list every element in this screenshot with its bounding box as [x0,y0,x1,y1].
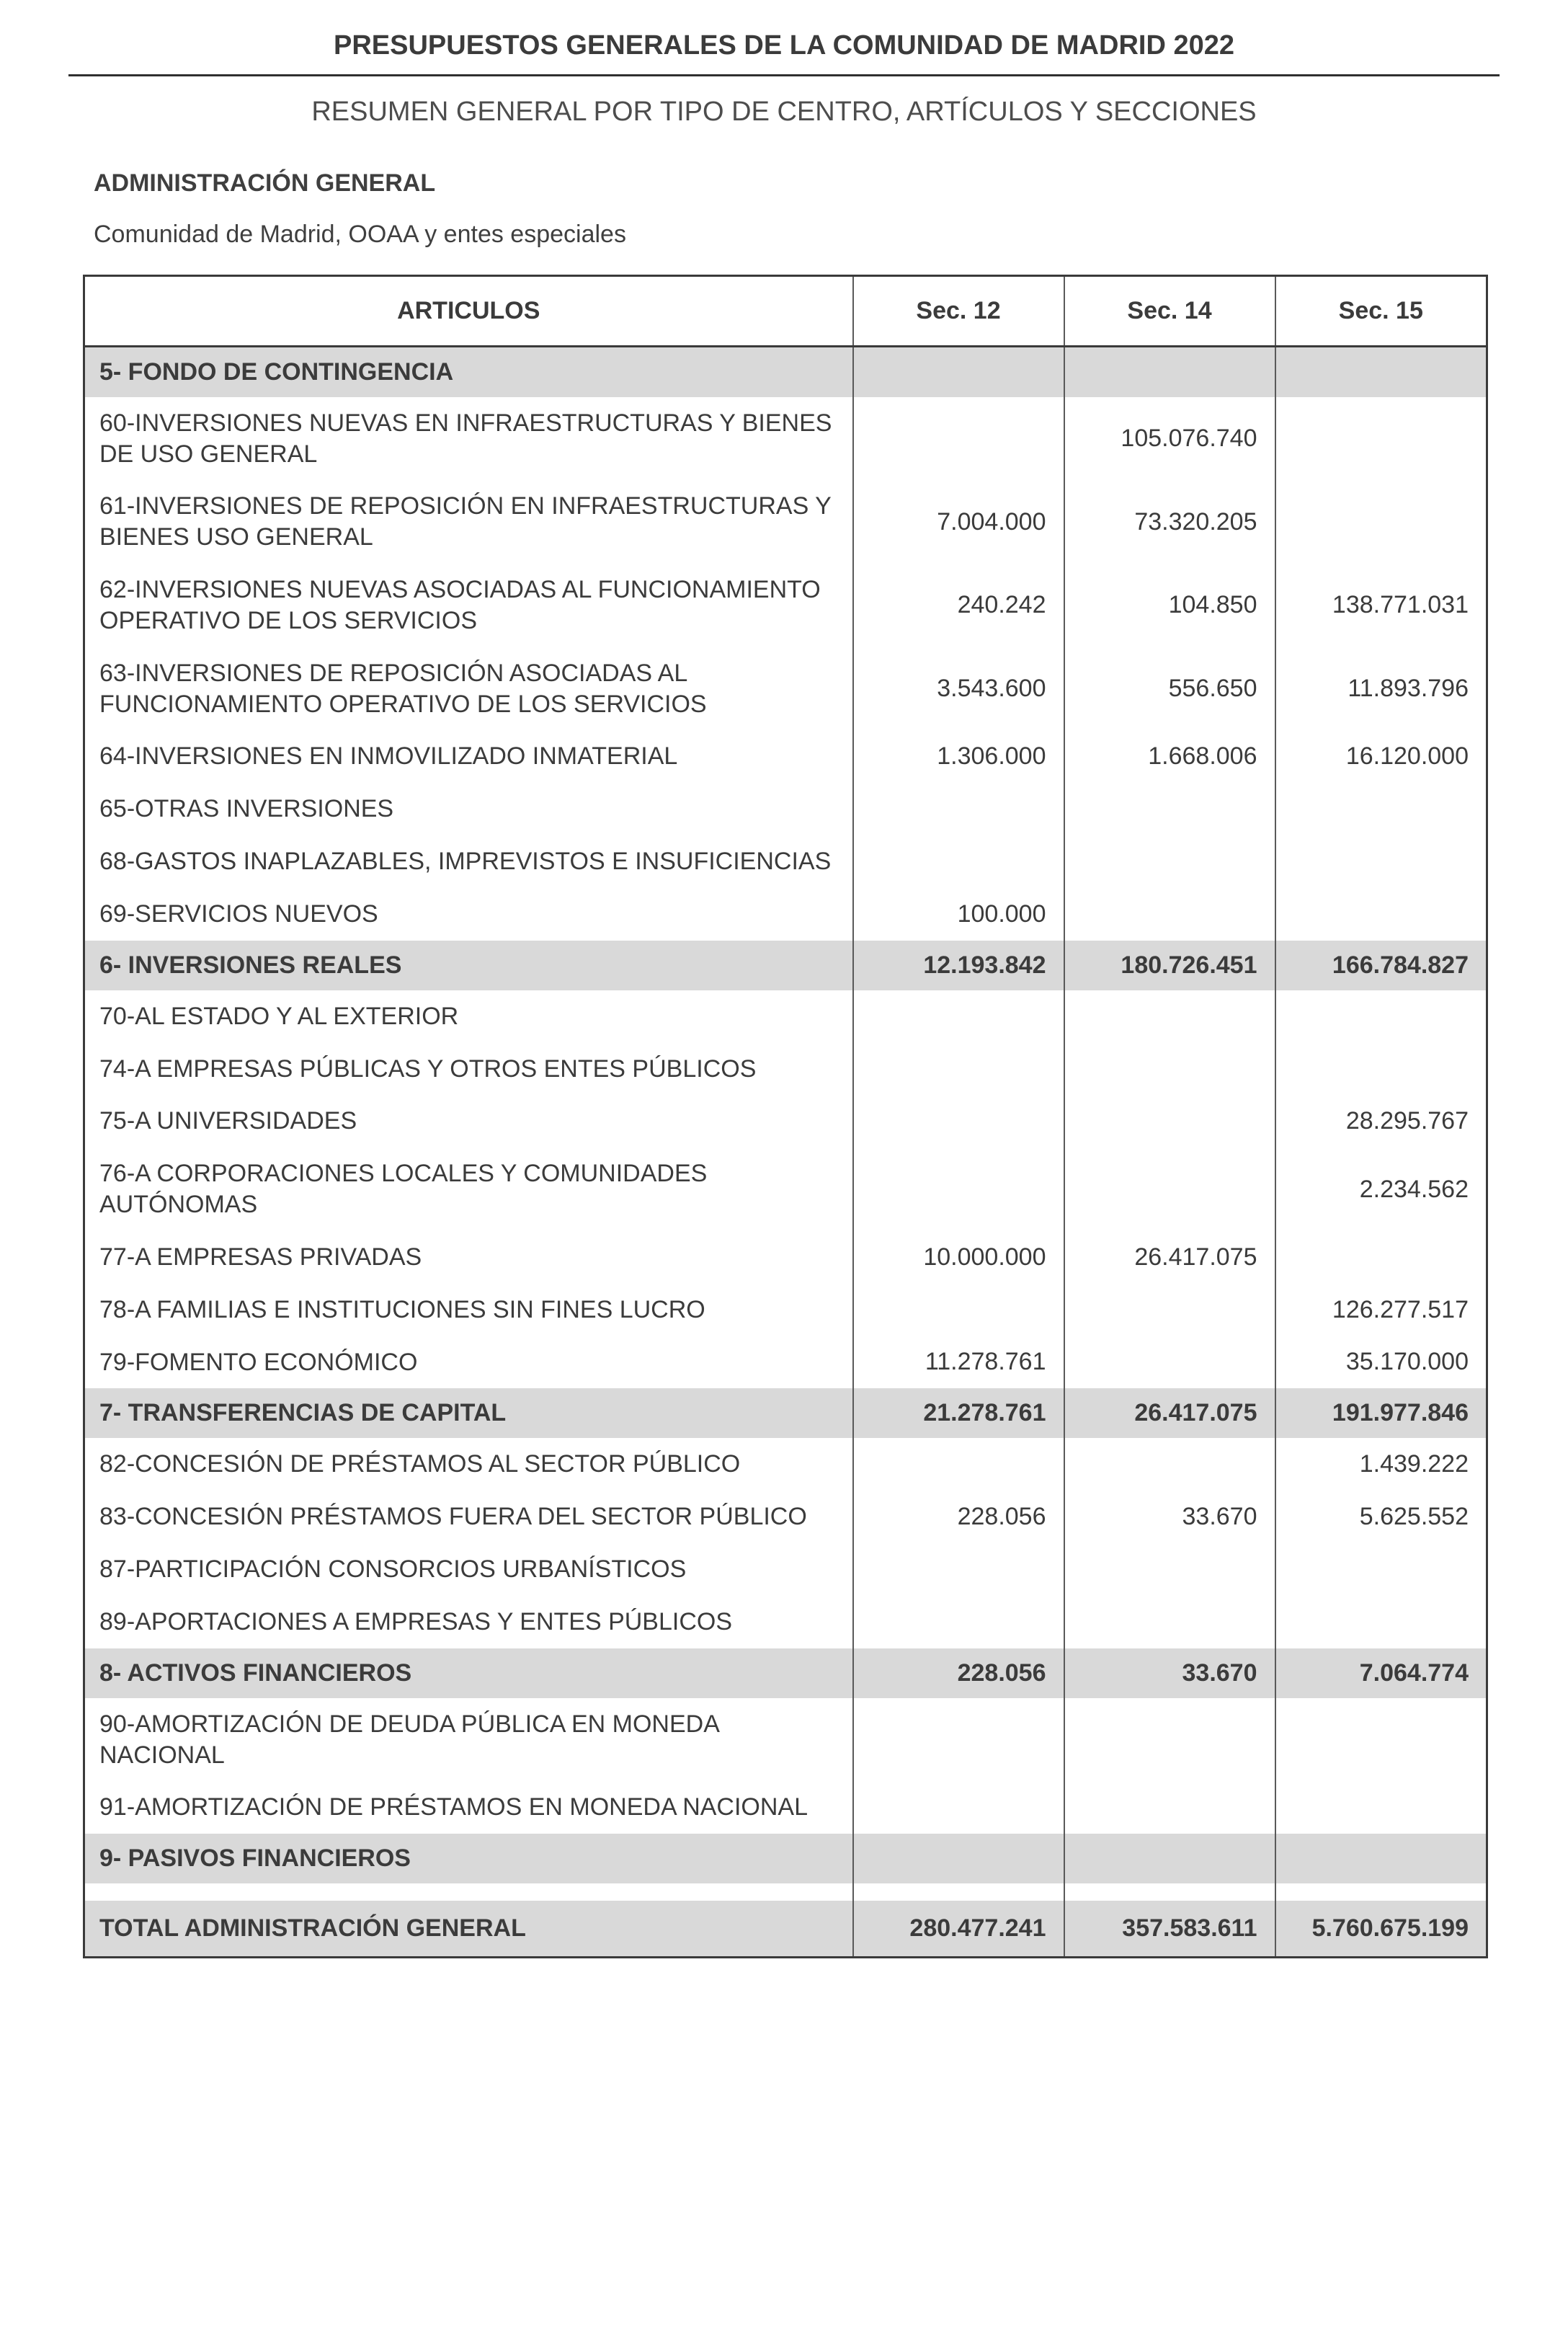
row-value-sec-14: 26.417.075 [1064,1388,1275,1438]
page-subtitle: RESUMEN GENERAL POR TIPO DE CENTRO, ARTÍCULOS Y SECCIONES [311,97,1257,127]
row-label: 76-A CORPORACIONES LOCALES Y COMUNIDADES AUTÓNOMAS [99,1160,708,1219]
section-heading: ADMINISTRACIÓN GENERAL [94,169,436,197]
row-value-sec-15: 2.234.562 [1275,1147,1487,1231]
row-label: 74-A EMPRESAS PÚBLICAS Y OTROS ENTES PÚBLICOS [99,1055,757,1083]
row-label: 89-APORTACIONES A EMPRESAS Y ENTES PÚBLICOS [99,1607,733,1635]
row-value-sec-12 [853,1438,1064,1491]
row-value-sec-15 [1275,1698,1487,1782]
table-row [84,1543,1487,1596]
row-value-sec-15: 138.771.031 [1275,564,1487,647]
row-label: 78-A FAMILIAS E INSTITUCIONES SIN FINES LUCRO [99,1295,705,1323]
row-label [84,1883,853,1901]
table-row [84,1834,1487,1883]
row-label: 61-INVERSIONES DE REPOSICIÓN EN INFRAESTRUCTURAS Y BIENES USO GENERAL [99,492,832,551]
row-value-sec-14 [1064,783,1275,835]
row-value-sec-15: 7.064.774 [1275,1648,1487,1698]
row-value-sec-14 [1064,835,1275,888]
table-row [84,783,1487,835]
table-header-row [84,276,1487,347]
row-value-sec-14 [1064,990,1275,1043]
page-title: PRESUPUESTOS GENERALES DE LA COMUNIDAD DE MADRID 2022 [334,30,1234,61]
row-value-sec-12 [853,1834,1064,1883]
row-value-sec-14: 73.320.205 [1064,480,1275,564]
row-value-sec-14: 357.583.611 [1064,1901,1275,1957]
row-label: 7- TRANSFERENCIAS DE CAPITAL [99,1399,507,1427]
row-value-sec-14 [1064,1438,1275,1491]
row-value-sec-14 [1064,347,1275,397]
row-value-sec-15: 11.893.796 [1275,647,1487,731]
table-row [84,1883,1487,1901]
row-value-sec-15: 191.977.846 [1275,1388,1487,1438]
row-label: 60-INVERSIONES NUEVAS EN INFRAESTRUCTURAS Y BIENES DE USO GENERAL [99,409,832,468]
table-row [84,480,1487,564]
row-value-sec-14 [1064,1284,1275,1336]
row-label: 64-INVERSIONES EN INMOVILIZADO INMATERIAL [99,742,678,771]
row-value-sec-12: 228.056 [853,1648,1064,1698]
row-value-sec-14: 105.076.740 [1064,397,1275,481]
row-value-sec-14: 556.650 [1064,647,1275,731]
row-value-sec-12: 240.242 [853,564,1064,647]
table-row [84,1336,1487,1389]
row-value-sec-14 [1064,1698,1275,1782]
table-row [84,347,1487,397]
row-value-sec-12: 3.543.600 [853,647,1064,731]
row-value-sec-12 [853,1698,1064,1782]
row-label: 87-PARTICIPACIÓN CONSORCIOS URBANÍSTICOS [99,1555,687,1584]
row-value-sec-15 [1275,835,1487,888]
row-value-sec-14 [1064,1336,1275,1389]
row-value-sec-12 [853,347,1064,397]
row-value-sec-12: 12.193.842 [853,941,1064,990]
row-value-sec-14: 26.417.075 [1064,1231,1275,1284]
row-label: 9- PASIVOS FINANCIEROS [99,1844,411,1873]
row-value-sec-14 [1064,888,1275,941]
row-label: 90-AMORTIZACIÓN DE DEUDA PÚBLICA EN MONEDA NACIONAL [99,1710,718,1769]
table-row [84,888,1487,941]
table-row [84,1147,1487,1231]
row-label: 8- ACTIVOS FINANCIEROS [99,1659,412,1687]
row-value-sec-12 [853,1596,1064,1648]
row-value-sec-15: 16.120.000 [1275,730,1487,783]
row-value-sec-14 [1064,1834,1275,1883]
row-value-sec-15 [1275,347,1487,397]
row-value-sec-15 [1275,1231,1487,1284]
row-value-sec-12: 1.306.000 [853,730,1064,783]
table-row [84,1596,1487,1648]
row-value-sec-15: 166.784.827 [1275,941,1487,990]
row-value-sec-12 [853,1095,1064,1147]
budget-table-body [84,347,1487,1958]
row-value-sec-15: 1.439.222 [1275,1438,1487,1491]
row-value-sec-15 [1275,990,1487,1043]
row-label: 91-AMORTIZACIÓN DE PRÉSTAMOS EN MONEDA NACIONAL [99,1793,808,1821]
table-row [84,1648,1487,1698]
row-value-sec-14: 1.668.006 [1064,730,1275,783]
row-value-sec-14 [1064,1043,1275,1096]
table-row [84,1231,1487,1284]
row-value-sec-14 [1064,1095,1275,1147]
row-label: 82-CONCESIÓN DE PRÉSTAMOS AL SECTOR PÚBLICO [99,1450,741,1478]
row-value-sec-12 [853,1147,1064,1231]
row-value-sec-14 [1064,1883,1275,1901]
row-value-sec-14 [1064,1596,1275,1648]
row-label: 70-AL ESTADO Y AL EXTERIOR [99,1002,459,1030]
row-label: TOTAL ADMINISTRACIÓN GENERAL [99,1914,526,1943]
row-value-sec-15: 5.760.675.199 [1275,1901,1487,1957]
row-value-sec-15 [1275,783,1487,835]
row-label: 6- INVERSIONES REALES [99,951,402,979]
row-value-sec-15 [1275,1543,1487,1596]
row-label: 83-CONCESIÓN PRÉSTAMOS FUERA DEL SECTOR PÚBLICO [99,1503,807,1531]
table-row [84,397,1487,481]
table-row [84,990,1487,1043]
row-value-sec-12 [853,1543,1064,1596]
row-value-sec-14: 33.670 [1064,1491,1275,1543]
row-label: 79-FOMENTO ECONÓMICO [99,1348,418,1376]
row-label: 69-SERVICIOS NUEVOS [99,900,378,928]
row-value-sec-15 [1275,1883,1487,1901]
row-value-sec-12: 21.278.761 [853,1388,1064,1438]
row-label: 63-INVERSIONES DE REPOSICIÓN ASOCIADAS AL FUNCIONAMIENTO OPERATIVO DE LOS SERVICIOS [99,659,707,718]
row-label: 75-A UNIVERSIDADES [99,1107,357,1135]
row-value-sec-12 [853,835,1064,888]
table-row [84,1901,1487,1957]
section-subheading: Comunidad de Madrid, OOAA y entes especiales [94,221,626,248]
table-row [84,835,1487,888]
row-label: 77-A EMPRESAS PRIVADAS [99,1243,422,1271]
title-divider [68,74,1500,76]
budget-table [83,275,1488,1958]
row-value-sec-14: 104.850 [1064,564,1275,647]
row-value-sec-12: 100.000 [853,888,1064,941]
row-value-sec-15: 126.277.517 [1275,1284,1487,1336]
row-label: 65-OTRAS INVERSIONES [99,795,394,823]
row-value-sec-12: 7.004.000 [853,480,1064,564]
row-value-sec-12 [853,990,1064,1043]
row-value-sec-12: 10.000.000 [853,1231,1064,1284]
row-value-sec-12: 280.477.241 [853,1901,1064,1957]
row-value-sec-15 [1275,888,1487,941]
row-value-sec-15: 5.625.552 [1275,1491,1487,1543]
table-row [84,1438,1487,1491]
row-value-sec-15 [1275,480,1487,564]
row-value-sec-14 [1064,1147,1275,1231]
table-row [84,1284,1487,1336]
row-value-sec-14 [1064,1543,1275,1596]
column-header-sec-15: Sec. 15 [1275,276,1487,347]
row-value-sec-12 [853,397,1064,481]
row-value-sec-12 [853,1284,1064,1336]
row-label: 5- FONDO DE CONTINGENCIA [99,358,454,386]
row-value-sec-14: 180.726.451 [1064,941,1275,990]
row-value-sec-12 [853,1781,1064,1834]
row-value-sec-15 [1275,1834,1487,1883]
row-value-sec-15 [1275,1043,1487,1096]
row-value-sec-12 [853,1883,1064,1901]
table-row [84,1388,1487,1438]
row-value-sec-15: 28.295.767 [1275,1095,1487,1147]
row-value-sec-14: 33.670 [1064,1648,1275,1698]
table-row [84,730,1487,783]
row-label: 68-GASTOS INAPLAZABLES, IMPREVISTOS E INSUFICIENCIAS [99,848,832,876]
column-header-articulos: ARTICULOS [84,276,853,347]
table-row [84,941,1487,990]
table-row [84,1698,1487,1782]
table-row [84,564,1487,647]
row-value-sec-12 [853,1043,1064,1096]
row-value-sec-15: 35.170.000 [1275,1336,1487,1389]
column-header-sec-14: Sec. 14 [1064,276,1275,347]
row-value-sec-12: 11.278.761 [853,1336,1064,1389]
row-value-sec-12: 228.056 [853,1491,1064,1543]
table-row [84,1095,1487,1147]
row-value-sec-15 [1275,397,1487,481]
row-value-sec-14 [1064,1781,1275,1834]
table-row [84,1781,1487,1834]
row-label: 62-INVERSIONES NUEVAS ASOCIADAS AL FUNCIONAMIENTO OPERATIVO DE LOS SERVICIOS [99,576,821,634]
table-row [84,647,1487,731]
table-row [84,1043,1487,1096]
table-row [84,1491,1487,1543]
row-value-sec-12 [853,783,1064,835]
row-value-sec-15 [1275,1596,1487,1648]
column-header-sec-12: Sec. 12 [853,276,1064,347]
row-value-sec-15 [1275,1781,1487,1834]
